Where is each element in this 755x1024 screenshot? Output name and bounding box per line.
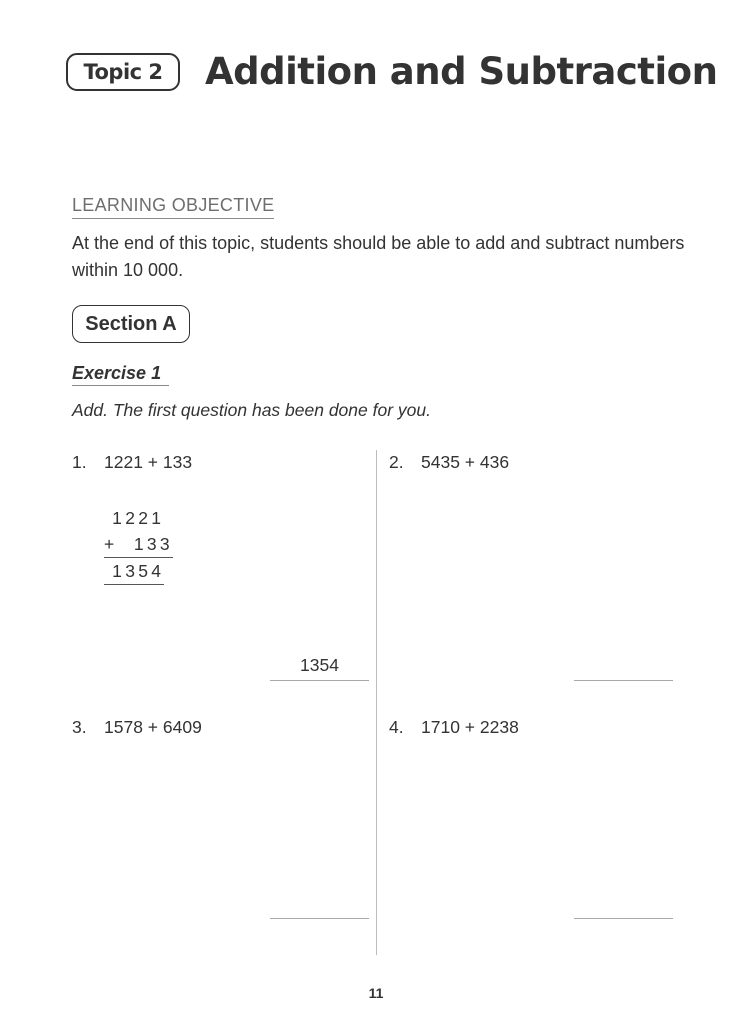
question-expression: 1221 + 133 (104, 452, 193, 472)
question-number: 1. (72, 452, 87, 472)
question-1 (72, 452, 192, 473)
answer-value-1: 1354 (300, 655, 339, 675)
section-badge: Section A (72, 305, 190, 343)
question-expression: 5435 + 436 (421, 452, 510, 472)
answer-line-4[interactable] (574, 918, 673, 919)
column-divider (376, 450, 377, 955)
question-4 (389, 717, 519, 738)
learning-objective-text: At the end of this topic, students should be able to add and subtract numbers within 10 000. (72, 233, 685, 280)
worked-line-3: 1354 (104, 558, 164, 585)
worked-example (104, 505, 173, 585)
question-number: 3. (72, 717, 87, 737)
learning-objective-heading: LEARNING OBJECTIVE (72, 195, 274, 219)
answer-line-3[interactable] (270, 918, 369, 919)
worked-line-2: + 133 (104, 531, 173, 558)
worked-line-1: 1221 (104, 508, 165, 528)
question-expression: 1578 + 6409 (104, 717, 202, 737)
question-number: 4. (389, 717, 404, 737)
question-3 (72, 717, 202, 738)
question-2 (389, 452, 509, 473)
question-expression: 1710 + 2238 (421, 717, 519, 737)
answer-line-1[interactable] (270, 680, 369, 681)
exercise-title: Exercise 1 (72, 363, 169, 386)
page-title: Addition and Subtraction (205, 50, 718, 93)
topic-badge: Topic 2 (66, 53, 180, 91)
exercise-instruction: Add. The first question has been done for you. (72, 400, 431, 420)
question-number: 2. (389, 452, 404, 472)
answer-line-2[interactable] (574, 680, 673, 681)
page-number: 11 (368, 985, 384, 1001)
